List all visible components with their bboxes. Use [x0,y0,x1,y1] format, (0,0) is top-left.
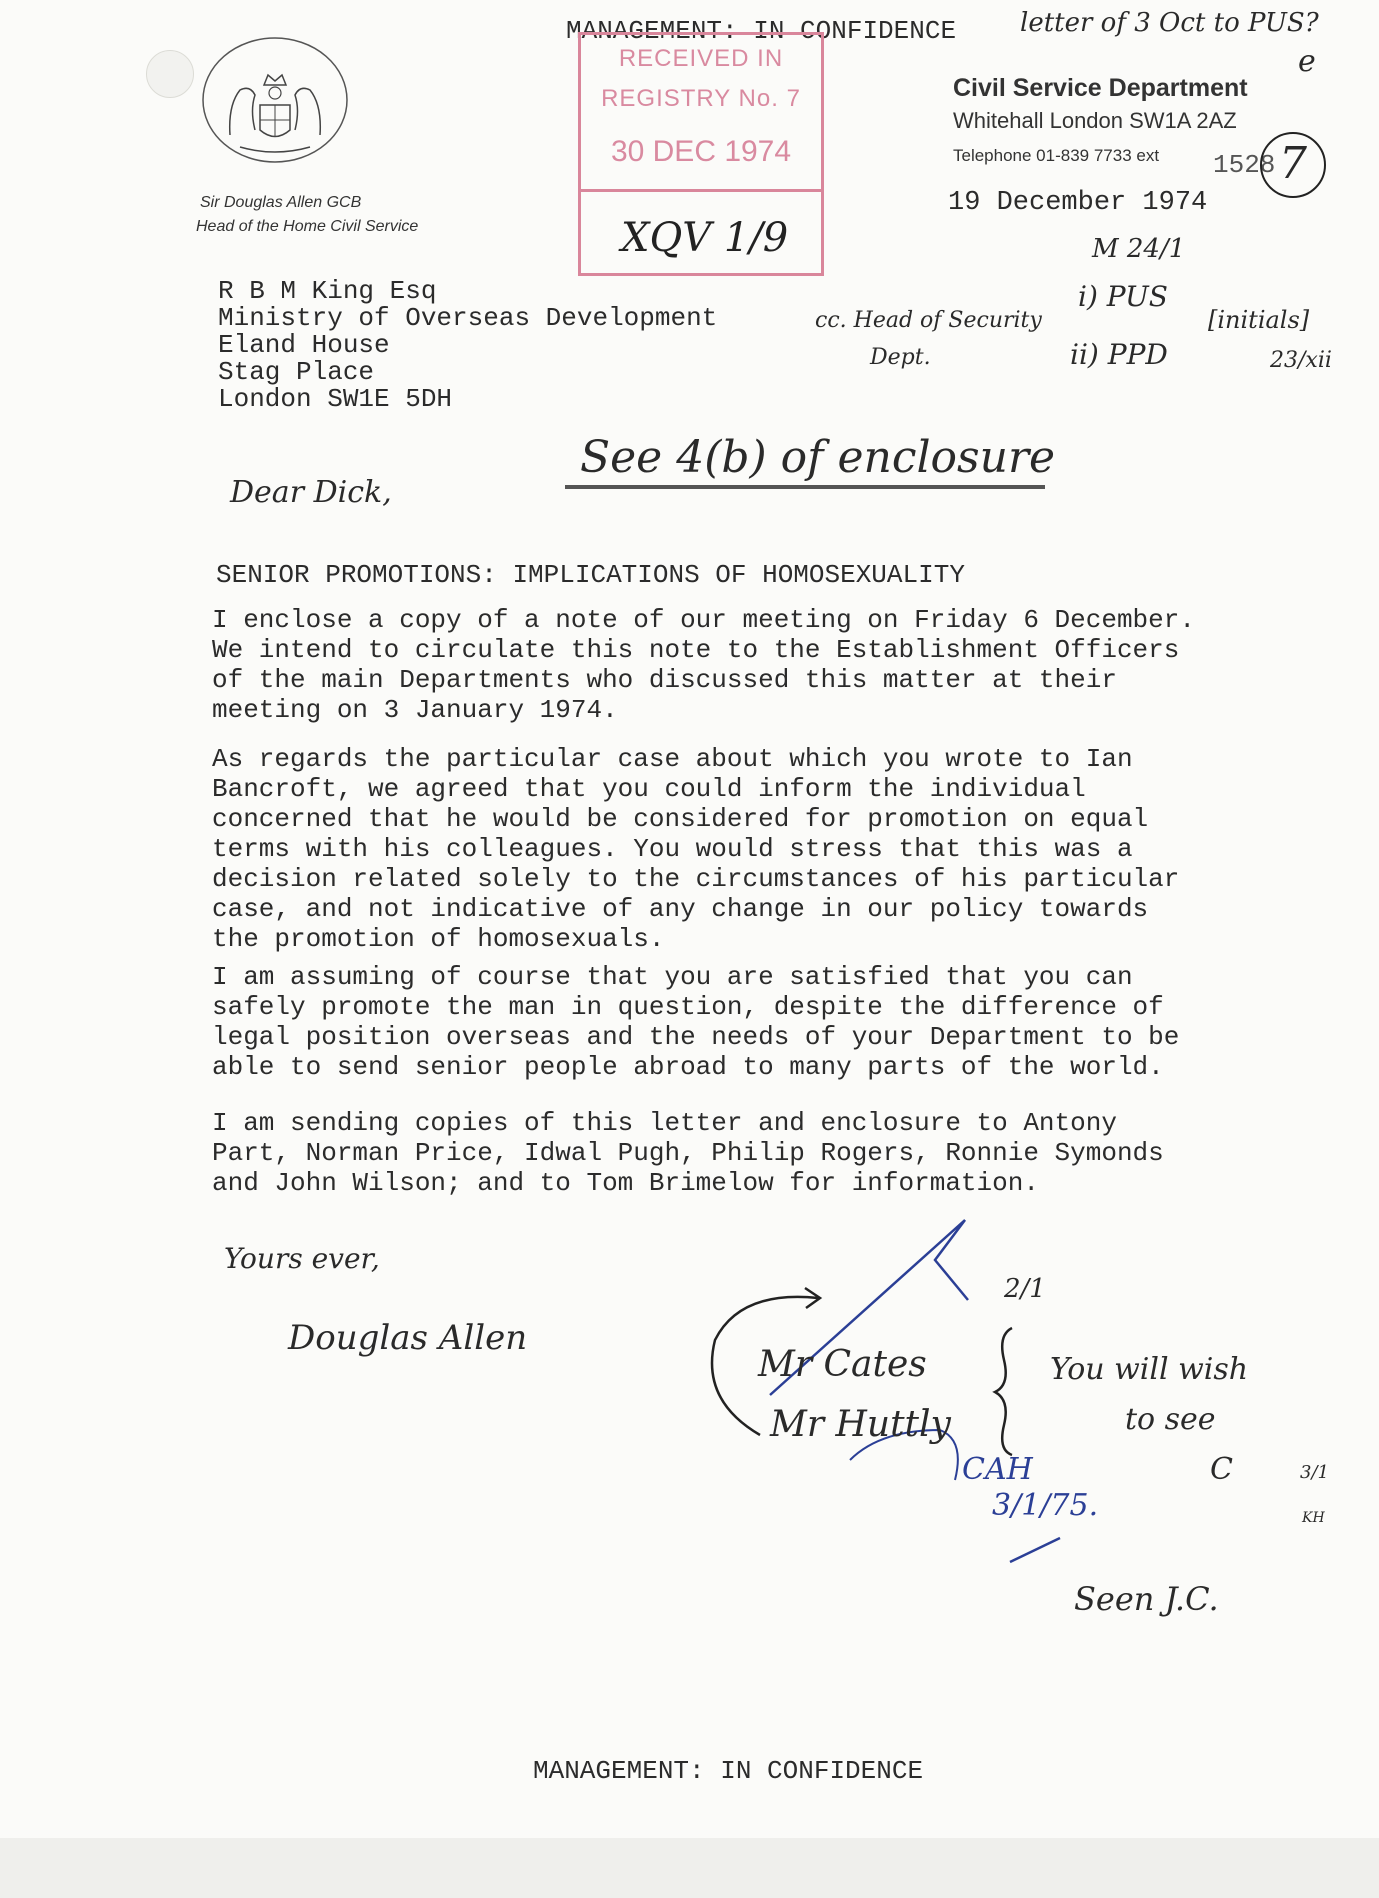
stamp-file-reference: XQV 1/9 [621,215,789,261]
body-line: legal position overseas and the needs of your Department to be [212,1022,1180,1052]
handwritten-routing: ii) PPD [1070,338,1168,371]
signature: Douglas Allen [288,1318,528,1358]
sender-name: Sir Douglas Allen GCB [200,194,362,211]
handwritten-initials: C [1210,1452,1233,1487]
classification-footer: MANAGEMENT: IN CONFIDENCE [533,1756,924,1786]
body-line: able to send senior people abroad to many parts of the world. [212,1052,1164,1082]
salutation: Dear Dick, [230,475,392,510]
page-bottom-edge [0,1838,1379,1898]
body-line: of the main Departments who discussed this matter at their [212,665,1117,695]
department-name: Civil Service Department [953,74,1248,102]
stamp-received-text: RECEIVED IN [618,45,784,72]
handwritten-minute-name: Mr Cates [758,1344,927,1385]
handwritten-initial-date: 2/1 [1004,1274,1046,1304]
handwritten-minute-name: Mr Huttly [770,1404,951,1445]
handwritten-mark: e [1298,44,1316,79]
body-line: terms with his colleagues. You would stress that this was a [212,834,1133,864]
subject-line: SENIOR PROMOTIONS: IMPLICATIONS OF HOMOSEXUALITY [216,560,965,590]
address-line: R B M King Esq [218,276,437,306]
handwritten-initials: [initials] [1208,306,1310,334]
valediction: Yours ever, [224,1242,380,1275]
body-line: decision related solely to the circumstances of his particular [212,864,1180,894]
body-line: Part, Norman Price, Idwal Pugh, Philip Rogers, Ronnie Symonds [212,1138,1164,1168]
handwritten-cc-note: Dept. [870,345,931,370]
classification-header: MANAGEMENT: IN CONFIDENCE [566,16,957,46]
handwritten-initials: M 24/1 [1092,234,1186,264]
body-line: I am assuming of course that you are satisfied that you can [212,962,1133,992]
folio-number: 7 [1260,132,1326,198]
address-line: Stag Place [218,357,375,387]
body-line: I enclose a copy of a note of our meeting on Friday 6 December. [212,605,1195,635]
handwritten-minute-note: You will wish [1050,1352,1249,1387]
handwritten-note-top-right: letter of 3 Oct to PUS? [1020,8,1319,38]
body-line: concerned that he would be considered for promotion on equal [212,804,1149,834]
telephone-extension: 1528 [1213,150,1276,180]
department-telephone: Telephone 01-839 7733 ext [953,146,1160,165]
handwritten-cc-note: cc. Head of Security [815,308,1042,333]
body-line: case, and not indicative of any change in our policy towards [212,894,1149,924]
body-line: and John Wilson; and to Tom Brimelow for information. [212,1168,1039,1198]
sender-title: Head of the Home Civil Service [196,218,419,235]
body-line: meeting on 3 January 1974. [212,695,618,725]
department-address: Whitehall London SW1A 2AZ [953,108,1237,133]
handwritten-initials: KH [1302,1510,1325,1526]
handwritten-routing: i) PUS [1078,280,1168,313]
stamp-registry-text: REGISTRY No. 7 [601,85,801,112]
body-line: the promotion of homosexuals. [212,924,665,954]
stamp-date: 30 DEC 1974 [610,135,792,168]
handwritten-minute-note: to see [1125,1402,1216,1437]
address-line: Eland House [218,330,390,360]
handwritten-date: 23/xii [1270,348,1332,373]
body-line: I am sending copies of this letter and enclosure to Antony [212,1108,1117,1138]
blue-tick-stroke [1010,1538,1060,1562]
body-line: Bancroft, we agreed that you could inform the individual [212,774,1086,804]
address-line: Ministry of Overseas Development [218,303,718,333]
handwritten-enclosure-note: See 4(b) of enclosure [580,432,1056,483]
handwritten-blue-initials: CAH [962,1452,1033,1487]
handwritten-blue-date: 3/1/75. [992,1488,1099,1523]
handwritten-date: 3/1 [1300,1462,1329,1483]
letter-date: 19 December 1974 [948,188,1208,218]
curly-brace-stroke [995,1328,1012,1455]
handwritten-seen-note: Seen J.C. [1074,1580,1219,1618]
body-line: We intend to circulate this note to the Establishment Officers [212,635,1180,665]
address-line: London SW1E 5DH [218,384,453,414]
body-line: safely promote the man in question, despite the difference of [212,992,1164,1022]
body-line: As regards the particular case about which you wrote to Ian [212,744,1133,774]
